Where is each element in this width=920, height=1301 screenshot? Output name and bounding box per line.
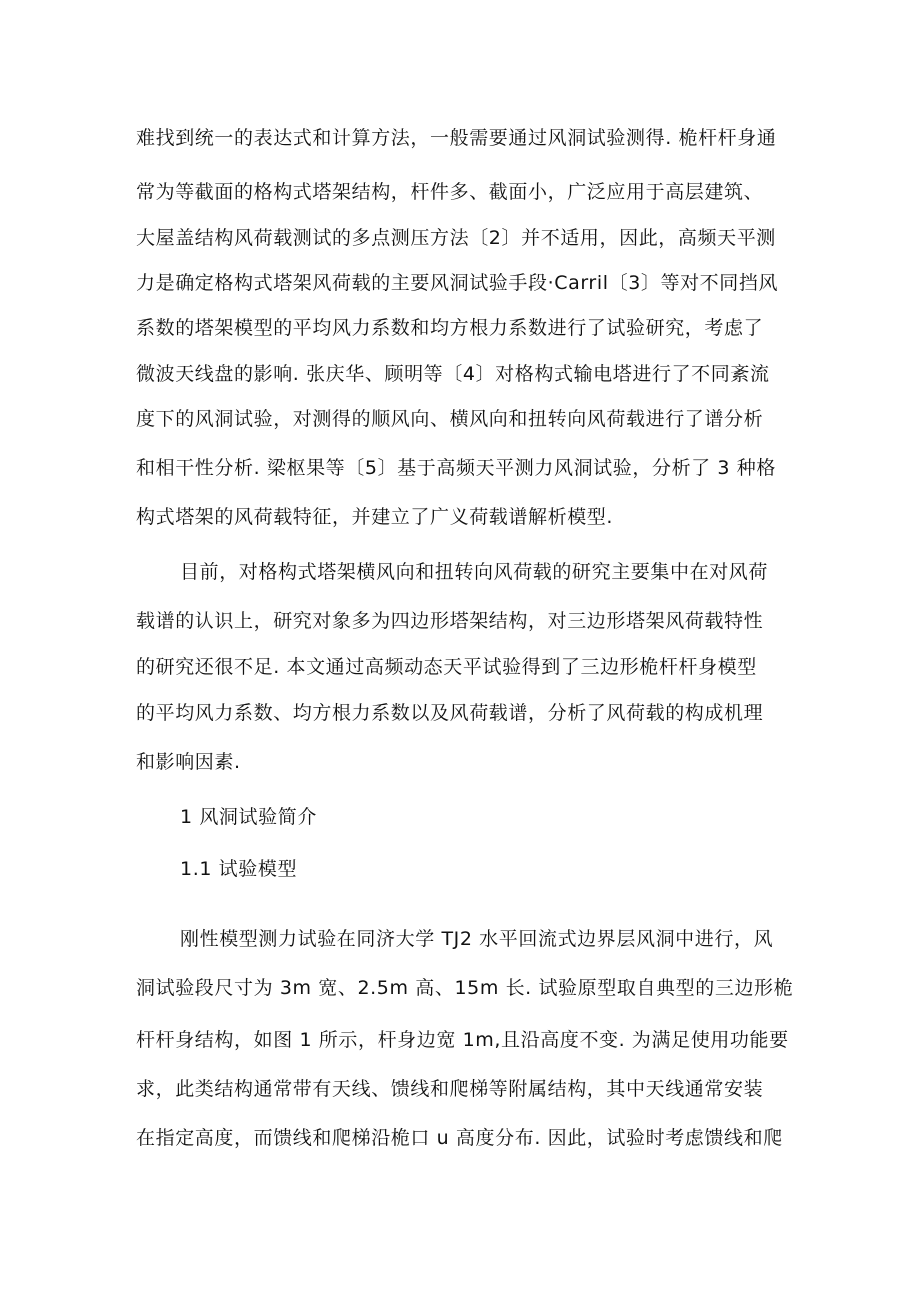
paragraph-1-line: 微波天线盘的影响. 张庆华、顾明等〔4〕对格构式输电塔进行了不同紊流 [136,363,770,385]
paragraph-2-line: 的研究还很不足. 本文通过高频动态天平试验得到了三边形桅杆杆身模型 [136,656,757,678]
paragraph-1-line: 构式塔架的风荷载特征，并建立了广义荷载谱解析模型. [136,506,614,528]
paragraph-2-line: 和影响因素. [136,751,241,773]
paragraph-3-line: 杆杆身结构，如图 1 所示，杆身边宽 1m,且沿高度不变. 为满足使用功能要 [136,1029,789,1051]
paragraph-2-line: 的平均风力系数、均方根力系数以及风荷载谱，分析了风荷载的构成机理 [136,702,764,724]
subsection-heading: 1.1 试验模型 [180,858,298,880]
paragraph-3-line: 刚性模型测力试验在同济大学 TJ2 水平回流式边界层风洞中进行，风 [180,928,774,950]
paragraph-2-line: 载谱的认识上，研究对象多为四边形塔架结构，对三边形塔架风荷载特性 [136,610,764,632]
paragraph-2-line: 目前，对格构式塔架横风向和扭转向风荷载的研究主要集中在对风荷 [180,561,769,583]
section-heading: 1 风洞试验简介 [180,806,317,828]
paragraph-3-line: 在指定高度，而馈线和爬梯沿桅口 u 高度分布. 因此，试验时考虑馈线和爬 [136,1127,783,1149]
paragraph-3-line: 求，此类结构通常带有天线、馈线和爬梯等附属结构，其中天线通常安装 [136,1078,764,1100]
paragraph-1-line: 难找到统一的表达式和计算方法，一般需要通过风洞试验测得. 桅杆杆身通 [136,127,777,149]
paragraph-1-line: 系数的塔架模型的平均风力系数和均方根力系数进行了试验研究，考虑了 [136,317,764,339]
paragraph-1-line: 常为等截面的格构式塔架结构，杆件多、截面小，广泛应用于高层建筑、 [136,181,764,203]
paragraph-1-line: 度下的风洞试验，对测得的顺风向、横风向和扭转向风荷载进行了谱分析 [136,408,764,430]
paragraph-1-line: 和相干性分析. 梁枢果等〔5〕基于高频天平测力风洞试验，分析了 3 种格 [136,457,776,479]
paragraph-3-line: 洞试验段尺寸为 3m 宽、2.5m 高、15m 长. 试验原型取自典型的三边形桅 [136,977,794,999]
paragraph-1-line: 力是确定格构式塔架风荷载的主要风洞试验手段·Carril〔3〕等对不同挡风 [136,272,779,294]
paragraph-1-line: 大屋盖结构风荷载测试的多点测压方法〔2〕并不适用，因此，高频天平测 [136,227,776,249]
